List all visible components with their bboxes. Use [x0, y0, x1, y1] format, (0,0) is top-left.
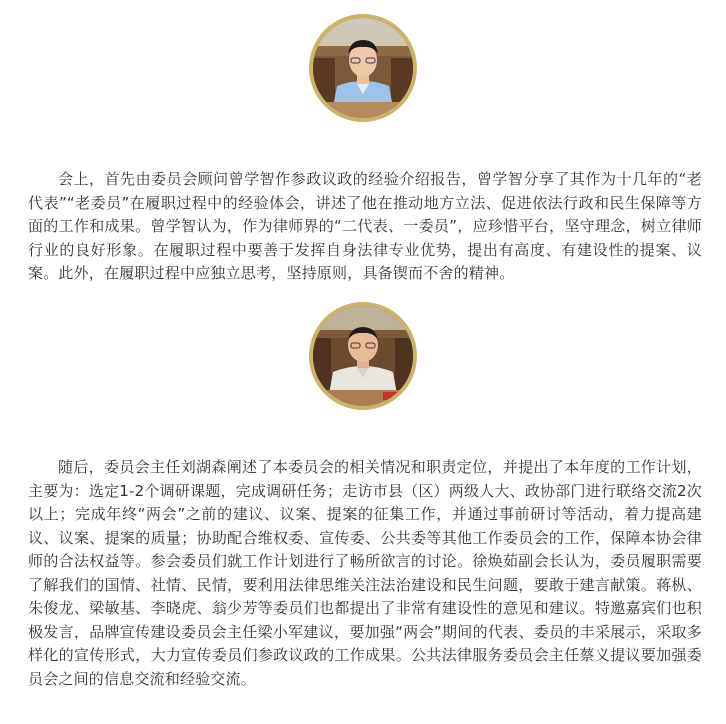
speaker-photo-1	[309, 14, 417, 122]
speaker-photo-1-image	[313, 18, 413, 118]
paragraph-1: 会上，首先由委员会顾问曾学智作参政议政的经验介绍报告，曾学智分享了其作为十几年的“老代表”“老委员”在履职过程中的经验体会，讲述了他在推动地方立法、促进依法行政和民生保障等方面的工作和成果。曾学智认为，作为律师界的“二代表、一委员”，应珍惜平台，坚守理念，树立律师行业的良好形象。在履职过程中要善于发挥自身法律专业优势，提出有高度、有建设性的提案、议案。此外，在履职过程中应独立思考，坚持原则，具备锲而不舍的精神。	[28, 170, 702, 282]
speaker-portrait-1	[313, 18, 413, 118]
paragraph-2: 随后，委员会主任刘湖森阐述了本委员会的相关情况和职责定位，并提出了本年度的工作计划，主要为：选定1-2个调研课题，完成调研任务；走访市县（区）两级人大、政协部门进行联络交流2次以上；完成年终“两会”之前的建议、议案、提案的征集工作，并通过事前研讨等活动，着力提高建议、议案、提案的质量；协助配合维权委、宣传委、公共委等其他工作委员会的工作，保障本协会律师的合法权益等。参会委员们就工作计划进行了畅所欲言的讨论。徐焕茹副会长认为，委员履职需要了解我们的国情、社情、民情，要利用法律思维关注法治建设和民生问题，要敢于建言献策。蒋枞、朱俊龙、梁敏基、李晓虎、翁少芳等委员们也都提出了非常有建设性的意见和建议。特邀嘉宾们也积极发言，品牌宣传建设委员会主任梁小军建议，要加强“两会”期间的代表、委员的丰采展示，采取多样化的宣传形式，大力宣传委员们参政议政的工作成果。公共法律服务委员会主任蔡义提议要加强委员会之间的信息交流和经验交流。	[28, 458, 702, 688]
speaker-portrait-2	[313, 306, 413, 406]
speaker-photo-2	[309, 302, 417, 410]
speaker-photo-2-image	[313, 306, 413, 406]
